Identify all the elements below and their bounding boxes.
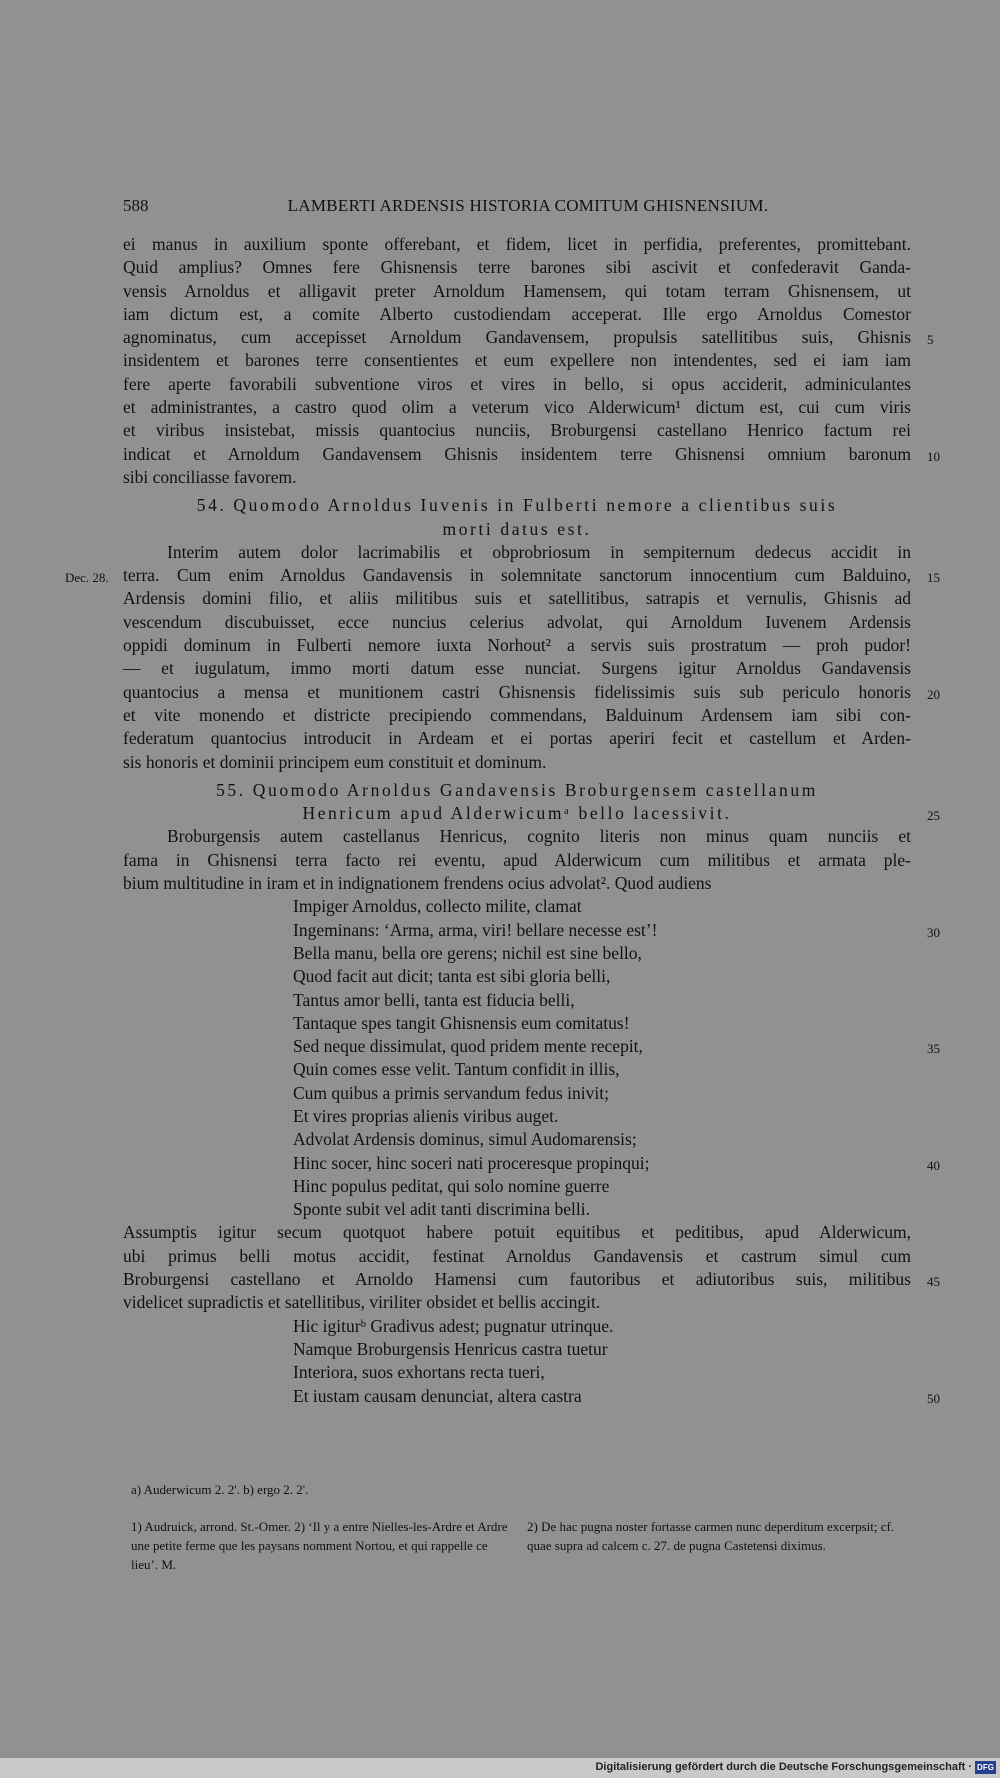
text-line <box>123 326 934 349</box>
text-line <box>123 1291 911 1314</box>
text-line <box>123 872 911 895</box>
line-text: Quid amplius? Omnes fere Ghisnensis terre barones sibi ascivit et confederavit Ganda- <box>123 257 911 278</box>
line-text: iam dictum est, a comite Alberto custodiendam acceperat. Ille ergo Arnoldus Comestor <box>123 303 911 324</box>
footer-credit: Digitalisierung gefördert durch die Deutsche Forschungsgemeinschaft · <box>595 1761 972 1773</box>
text-line <box>123 657 911 680</box>
verse-line <box>123 1175 911 1198</box>
line-number: 20 <box>927 686 940 702</box>
line-text: et vite monendo et districte precipiendo commendans, Balduinum Ardensem iam sibi con- <box>123 704 911 725</box>
line-text: terra. Cum enim Arnoldus Gandavensis in solemnitate sanctorum innocentium cum Balduino, <box>123 565 911 586</box>
running-title: LAMBERTI ARDENSIS HISTORIA COMITUM GHISNENSIUM. <box>287 196 769 215</box>
verse-line <box>123 1105 911 1128</box>
line-text: Interim autem dolor lacrimabilis et obprobriosum in sempiternum dedecus accidit in <box>167 541 911 562</box>
line-text: indicat et Arnoldum Gandavensem Ghisnis insidentem terre Ghisnensi omnium baronum <box>123 443 911 464</box>
chapter-heading-line <box>123 779 911 802</box>
footnote-right: 2) De hac pugna noster fortasse carmen nunc deperditum excerpsit; cf. quae supra ad calcem c. 27. de pugna Castetensi diximus. <box>527 1519 895 1553</box>
line-text: sibi conciliasse favorem. <box>123 466 297 487</box>
line-text: Hic igiturᵇ Gradivus adest; pugnatur utrinque. <box>293 1315 614 1336</box>
line-text: insidentem et barones terre consentientes et eum expellere non intendentes, sed ei iam iam <box>123 350 911 371</box>
verse-line <box>123 989 911 1012</box>
line-text: vensis Arnoldus et alligavit preter Arnoldum Hamensem, qui totam terram Ghisnensem, ut <box>123 280 911 301</box>
line-text: Bella manu, bella ore gerens; nichil est sine bello, <box>293 942 642 963</box>
text-line <box>123 280 911 303</box>
line-text: ei manus in auxilium sponte offerebant, et fidem, licet in perfidia, preferentes, promittebant. <box>123 234 911 254</box>
text-line <box>123 419 911 442</box>
line-text: Tantus amor belli, tanta est fiducia belli, <box>293 989 575 1010</box>
line-text: Impiger Arnoldus, collecto milite, clamat <box>293 896 582 917</box>
verse-line <box>123 942 911 965</box>
line-text: Hinc socer, hinc soceri nati proceresque propinqui; <box>293 1152 650 1173</box>
verse-line <box>123 1385 940 1408</box>
line-text: Tantaque spes tangit Ghisnensis eum comitatus! <box>293 1012 630 1033</box>
verse-line <box>123 1082 911 1105</box>
verse-line <box>123 1338 911 1361</box>
line-text: Henricum apud Alderwicumᵃ bello lacessivit. <box>302 803 732 824</box>
notes-section <box>131 1480 911 1574</box>
line-text: Broburgensi castellano et Arnoldo Hamensi cum fautoribus et adiutoribus suis, militibus <box>123 1269 911 1290</box>
footnote-left: 1) Audruick, arrond. St.-Omer. 2) ‘Il y a entre Nielles-les-Ardre et Ardre une petite ferme que les paysans nomment Nortou, et qui rappelle ce lieu’. M. <box>131 1519 508 1572</box>
text-line <box>123 1221 911 1244</box>
line-number: 40 <box>927 1157 940 1173</box>
text-line <box>123 727 911 750</box>
line-text: Quod facit aut dicit; tanta est sibi gloria belli, <box>293 966 611 987</box>
critical-apparatus: a) Auderwicum 2. 2'. b) ergo 2. 2'. <box>131 1482 309 1497</box>
line-text: Ardensis domini filio, et aliis militibus suis et satellitibus, satrapis et vernulis, Ghisnis ad <box>123 588 911 609</box>
line-text: vescendum discubuisset, ecce nuncius celerius advolat, qui Arnoldum Iuvenem Ardensis <box>123 611 911 632</box>
line-text: Advolat Ardensis dominus, simul Audomarensis; <box>293 1129 637 1150</box>
text-line <box>123 349 911 372</box>
line-number: 50 <box>927 1390 940 1406</box>
text-line <box>123 1268 940 1291</box>
line-number: 25 <box>927 808 940 824</box>
verse-line <box>123 895 911 918</box>
verse-line <box>123 1035 940 1058</box>
line-text: Assumptis igitur secum quotquot habere potuit equitibus et peditibus, apud Alderwicum, <box>123 1222 911 1243</box>
text-line <box>123 1245 911 1268</box>
line-number: 45 <box>927 1274 940 1290</box>
line-text: quantocius a mensa et munitionem castri Ghisnensis fidelissimis suis sub periculo honoris <box>123 681 911 702</box>
line-text: oppidi dominum in Fulberti nemore iuxta Norhout² a servis suis prostratum — proh pudor! <box>123 635 911 656</box>
line-text: Hinc populus peditat, qui solo nomine guerre <box>293 1175 610 1196</box>
line-text: fere aperte favorabili subventione viros et vires in bello, si opus acciderit, adminiculantes <box>123 373 911 394</box>
running-header <box>123 196 933 222</box>
text-line <box>123 587 911 610</box>
line-text: fama in Ghisnensi terra facto rei eventu, apud Alderwicum cum militibus et armata ple- <box>123 849 911 870</box>
text-line <box>65 564 940 587</box>
text-line <box>123 541 911 564</box>
verse-line <box>123 1012 911 1035</box>
line-text: Namque Broburgensis Henricus castra tuetur <box>293 1338 608 1359</box>
text-line <box>123 681 940 704</box>
text-line <box>123 611 911 634</box>
line-text: bium multitudine in iram et in indignationem frendens ocius advolat². Quod audiens <box>123 873 712 894</box>
text-line <box>123 373 911 396</box>
line-text: ubi primus belli motus accidit, festinat Arnoldus Gandavensis et castrum simul cum <box>123 1245 911 1266</box>
line-text: Interiora, suos exhortans recta tueri, <box>293 1362 545 1383</box>
line-text: — et iugulatum, immo morti datum esse nunciat. Surgens igitur Arnoldus Gandavensis <box>123 658 911 679</box>
line-text: Et vires proprias alienis viribus auget. <box>293 1105 559 1126</box>
line-number: 35 <box>927 1041 940 1057</box>
text-line <box>123 825 911 848</box>
line-number: 30 <box>927 924 940 940</box>
dfg-logo: DFG <box>975 1761 996 1774</box>
line-text: federatum quantocius introducit in Ardeam et ei portas aperiri fecit et castellum et Arden- <box>123 728 911 749</box>
text-line <box>123 256 911 279</box>
text-line <box>123 443 940 466</box>
line-text: Broburgensis autem castellanus Henricus, cognito literis non minus quam nunciis et <box>167 826 911 847</box>
line-text: Ingeminans: ‘Arma, arma, viri! bellare necesse est’! <box>293 919 658 940</box>
text-line <box>123 849 911 872</box>
line-text: Quin comes esse velit. Tantum confidit in illis, <box>293 1059 620 1080</box>
chapter-heading-line <box>123 494 911 517</box>
verse-line <box>123 1315 911 1338</box>
line-text: Sed neque dissimulat, quod pridem mente recepit, <box>293 1036 643 1057</box>
verse-line <box>123 919 940 942</box>
text-line <box>123 634 911 657</box>
line-text: et viribus insistebat, missis quantocius nunciis, Broburgensi castellano Henrico factum rei <box>123 420 911 441</box>
line-text: 55. Quomodo Arnoldus Gandavensis Broburgensem castellanum <box>216 779 818 800</box>
chapter-heading-line <box>123 802 940 825</box>
text-line <box>123 466 911 489</box>
main-text <box>65 233 940 1408</box>
chapter-heading-line <box>123 518 911 541</box>
line-text: morti datus est. <box>442 518 592 539</box>
text-line <box>123 751 911 774</box>
digitization-footer <box>0 1758 1000 1778</box>
line-number: 15 <box>927 570 940 586</box>
verse-line <box>123 1128 911 1151</box>
text-line <box>123 704 911 727</box>
line-text: agnominatus, cum accepisset Arnoldum Gandavensem, propulsis satellitibus suis, Ghisnis <box>123 327 911 348</box>
line-text: 54. Quomodo Arnoldus Iuvenis in Fulberti nemore a clientibus suis <box>196 495 838 516</box>
line-text: videlicet supradictis et satellitibus, viriliter obsidet et bellis accingit. <box>123 1292 601 1313</box>
line-text: sis honoris et dominii principem eum constituit et dominum. <box>123 751 547 772</box>
page-number: 588 <box>123 196 149 215</box>
margin-date: Dec. 28. <box>65 570 109 586</box>
line-number: 10 <box>927 448 940 464</box>
line-text: et administrantes, a castro quod olim a veterum vico Alderwicum¹ dictum est, cui cum viris <box>123 397 911 418</box>
verse-line <box>123 965 911 988</box>
text-line <box>123 233 911 256</box>
text-line <box>123 396 911 419</box>
line-text: Sponte subit vel adit tanti discrimina belli. <box>293 1199 590 1220</box>
verse-line <box>123 1058 911 1081</box>
line-number: 5 <box>927 332 934 348</box>
line-text: Cum quibus a primis servandum fedus inivit; <box>293 1082 609 1103</box>
verse-line <box>123 1198 911 1221</box>
text-line <box>123 303 911 326</box>
line-text: Et iustam causam denunciat, altera castra <box>293 1385 582 1406</box>
verse-line <box>123 1361 911 1384</box>
verse-line <box>123 1152 940 1175</box>
